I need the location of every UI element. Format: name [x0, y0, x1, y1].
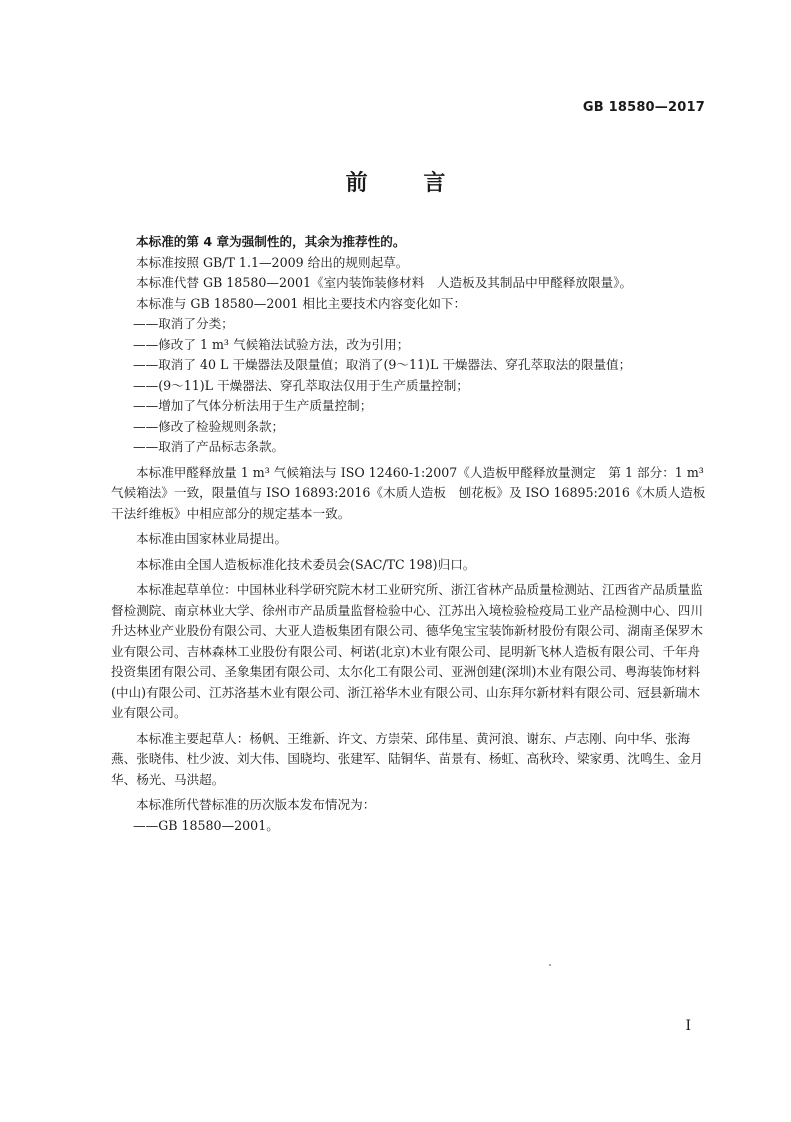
drafting-units-paragraph: 本标准起草单位：中国林业科学研究院木材工业研究所、浙江省林产品质量检测站、江西省产品质量监督检测院、南京林业大学、徐州市产品质量监督检验中心、江苏出入境检验检疫局工业产品检测中心、四川升达林业产业股份有限公司、大亚人造板集团有限公司、德华兔宝宝装饰新材股份有限公司、湖南圣保罗木业有限公司、吉林森林工业股份有限公司、柯诺(北京)木业有限公司、昆明新飞林人造板有限公司、千年舟投资集团有限公司、圣象集团有限公司、太尔化工有限公司、亚洲创建(深圳)木业有限公司、粤海装饰材料(中山)有限公司、江苏洛基木业有限公司、浙江裕华木业有限公司、山东拜尔新材料有限公司、冠县新瑞木业有限公司。	[111, 582, 703, 720]
drafters-paragraph: 本标准主要起草人：杨帆、王维新、许文、方崇荣、邱伟星、黄河浪、谢东、卢志刚、向中华、张海燕、张晓伟、杜少波、刘大伟、国晓均、张建军、陆铜华、苗景有、杨虹、高秋玲、梁家勇、沈鸣生、金月华、杨光、马洪超。	[111, 730, 703, 787]
page-number: I	[685, 1018, 691, 1034]
mandatory-clause-statement: 本标准的第 4 章为强制性的，其余为推荐性的。	[136, 234, 406, 249]
history-intro: 本标准所代替标准的历次版本发布情况为：	[136, 797, 376, 812]
drafting-rules-statement: 本标准按照 GB/T 1.1—2009 给出的规则起草。	[136, 254, 409, 270]
change-list-item: ——取消了分类；	[133, 316, 234, 331]
proposer-paragraph: 本标准由国家林业局提出。	[136, 531, 288, 546]
iso-consistency-paragraph: 本标准甲醛释放量 1 m³ 气候箱法与 ISO 12460-1:2007《人造板甲醛释放量测定 第 1 部分：1 m³ 气候箱法》一致，限量值与 ISO 16893:2016《木质人造板 刨花板》及 ISO 16895:2016《木质人造板 干法纤维板》中相应部分的规定基本一致。	[111, 464, 718, 521]
change-list-item: ——增加了气体分析法用于生产质量控制；	[133, 398, 373, 413]
history-list-item: ——GB 18580—2001。	[133, 817, 279, 833]
committee-paragraph: 本标准由全国人造板标准化技术委员会(SAC/TC 198)归口。	[136, 556, 476, 572]
replacement-statement: 本标准代替 GB 18580—2001《室内装饰装修材料 人造板及其制品中甲醛释放限量》。	[136, 275, 633, 290]
changes-intro: 本标准与 GB 18580—2001 相比主要技术内容变化如下：	[136, 295, 467, 311]
scan-speck	[549, 964, 551, 966]
change-list-item: ——修改了检验规则条款；	[133, 418, 285, 434]
change-list-item: ——取消了产品标志条款。	[133, 439, 285, 454]
standard-code: GB 18580—2017	[582, 100, 705, 115]
change-list-item: ——取消了 40 L 干燥器法及限量值；取消了(9～11)L 干燥器法、穿孔萃取法的限量值；	[133, 357, 632, 372]
section-title: 前 言	[345, 171, 470, 196]
foreword-body	[111, 232, 718, 836]
change-list-item: ——修改了 1 m³ 气候箱法试验方法，改为引用；	[133, 336, 410, 352]
change-list-item: ——(9～11)L 干燥器法、穿孔萃取法仅用于生产质量控制；	[133, 377, 469, 393]
